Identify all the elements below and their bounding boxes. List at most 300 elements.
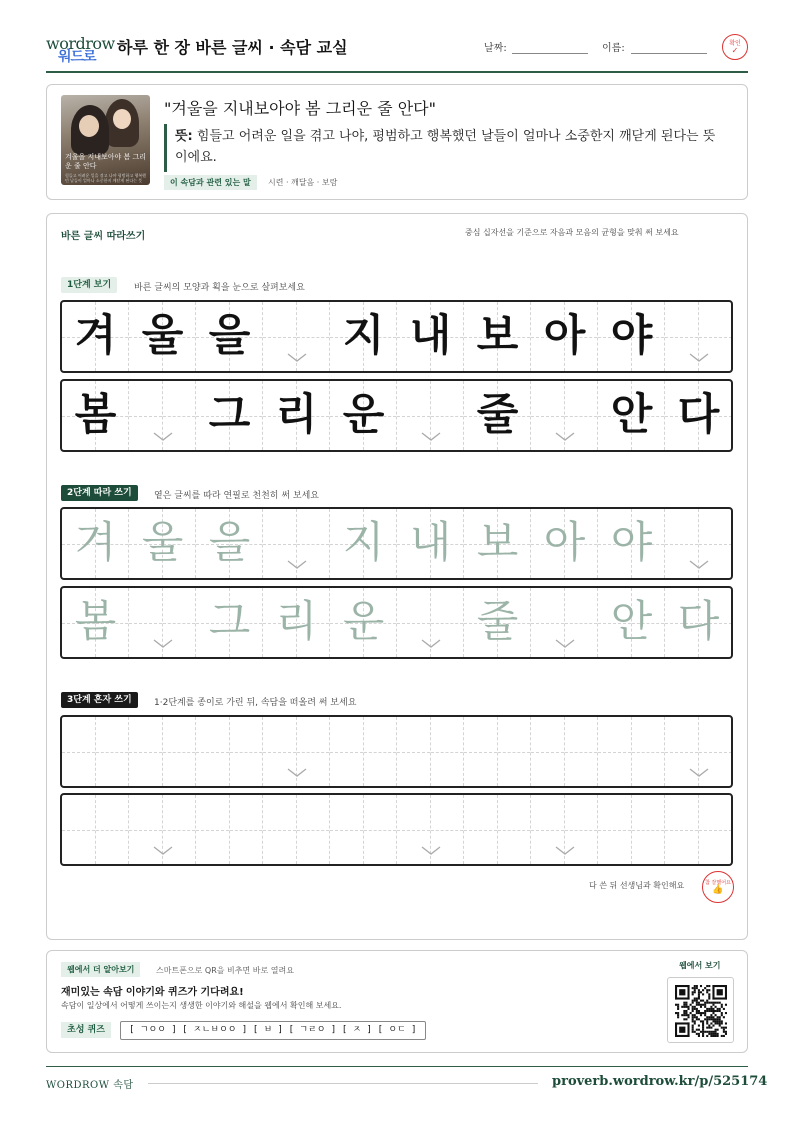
qr-module bbox=[694, 985, 696, 987]
grid-cell[interactable] bbox=[665, 795, 699, 864]
qr-module bbox=[725, 1027, 727, 1029]
qr-label: 웹에서 보기 bbox=[679, 961, 721, 970]
grid-cell[interactable] bbox=[632, 717, 666, 786]
logo-korean: 워드로 bbox=[58, 49, 96, 65]
grid-cell bbox=[62, 381, 117, 450]
qr-module bbox=[692, 1006, 694, 1008]
grid-cell bbox=[464, 381, 519, 450]
grid-cell[interactable] bbox=[263, 588, 318, 657]
related-label: 이 속담과 관련 있는 말 bbox=[164, 175, 257, 190]
qr-module bbox=[717, 1029, 719, 1031]
grid-cell[interactable] bbox=[364, 795, 398, 864]
qr-module bbox=[675, 1004, 677, 1006]
qr-module bbox=[698, 1010, 700, 1012]
qr-module bbox=[685, 1012, 687, 1014]
date-field[interactable] bbox=[512, 53, 588, 54]
qr-module bbox=[712, 1025, 714, 1027]
qr-module bbox=[704, 1012, 706, 1014]
grid-cell[interactable] bbox=[297, 509, 331, 578]
grid-cell bbox=[297, 302, 331, 371]
qr-module bbox=[704, 1010, 706, 1012]
qr-module bbox=[683, 1002, 685, 1004]
qr-module bbox=[717, 1035, 719, 1037]
step1-hint: 바른 글씨의 모양과 획을 눈으로 살펴보세요 bbox=[134, 283, 305, 293]
qr-module bbox=[708, 993, 710, 995]
qr-module bbox=[700, 1020, 702, 1022]
qr-module bbox=[708, 1025, 710, 1027]
grid-cell[interactable] bbox=[699, 795, 733, 864]
qr-module bbox=[692, 993, 694, 995]
step3-row-1[interactable] bbox=[60, 715, 733, 788]
qr-module bbox=[696, 1033, 698, 1035]
qr-module bbox=[712, 1016, 714, 1018]
qr-module bbox=[717, 1002, 719, 1004]
grid-cell bbox=[263, 381, 318, 450]
qr-module bbox=[708, 995, 710, 997]
grid-cell bbox=[531, 302, 586, 371]
practice-glyph: 안 bbox=[610, 597, 653, 647]
qr-module bbox=[717, 1016, 719, 1018]
qr-module bbox=[715, 1029, 717, 1031]
qr-module bbox=[723, 1035, 725, 1037]
qr-module bbox=[698, 997, 700, 999]
qr-module bbox=[704, 1018, 706, 1020]
footer-brand: WORDROW 속담 bbox=[46, 1080, 134, 1091]
qr-module bbox=[712, 985, 714, 1000]
grid-cell[interactable] bbox=[196, 588, 251, 657]
qr-module bbox=[696, 1008, 698, 1010]
qr-module bbox=[675, 997, 690, 999]
qr-module bbox=[706, 991, 708, 993]
qr-module bbox=[706, 1035, 708, 1037]
qr-module bbox=[696, 985, 698, 987]
qr-module bbox=[715, 1031, 717, 1033]
qr-module bbox=[687, 1022, 689, 1037]
qr-module bbox=[698, 1002, 700, 1004]
qr-module bbox=[723, 1031, 725, 1033]
qr-module bbox=[698, 1025, 700, 1027]
qr-code-icon[interactable] bbox=[667, 977, 734, 1043]
qr-module bbox=[710, 1031, 712, 1033]
grid-cell bbox=[196, 302, 251, 371]
qr-module bbox=[677, 1016, 679, 1018]
practice-glyph: 다 bbox=[677, 597, 720, 647]
qr-module bbox=[717, 1033, 719, 1035]
qr-module bbox=[692, 1008, 694, 1010]
practice-glyph: 겨 bbox=[74, 518, 117, 568]
qr-module bbox=[723, 1008, 725, 1010]
qr-module bbox=[708, 1016, 710, 1018]
qr-module bbox=[687, 1016, 689, 1018]
grid-cell[interactable] bbox=[598, 717, 632, 786]
qr-module bbox=[706, 1020, 708, 1022]
space-marker-icon bbox=[421, 639, 441, 649]
chosung-quiz: [ ㄱㅇㅇ ] [ ㅈㄴㅂㅇㅇ ] [ ㅂ ] [ ㄱㄹㅇ ] [ ㅈ ] [ ㅇㄷ ] bbox=[120, 1021, 426, 1040]
practice-glyph: 울 bbox=[141, 311, 184, 361]
grid-cell[interactable] bbox=[498, 717, 532, 786]
qr-module bbox=[710, 1010, 712, 1012]
qr-module bbox=[710, 1027, 712, 1029]
practice-glyph: 안 bbox=[610, 390, 653, 440]
qr-module bbox=[696, 1004, 698, 1006]
practice-glyph: 지 bbox=[342, 311, 385, 361]
qr-module bbox=[698, 993, 700, 995]
qr-module bbox=[704, 1014, 706, 1016]
qr-module bbox=[704, 1031, 706, 1033]
qr-module bbox=[692, 1025, 694, 1027]
qr-module bbox=[706, 1022, 708, 1024]
qr-module bbox=[706, 1018, 708, 1020]
grid-cell bbox=[665, 381, 720, 450]
grid-cell bbox=[598, 302, 653, 371]
qr-module bbox=[708, 1031, 710, 1033]
qr-module bbox=[721, 1012, 723, 1014]
proverb-meaning bbox=[175, 126, 720, 168]
qr-module bbox=[708, 985, 710, 987]
grid-cell[interactable] bbox=[598, 509, 653, 578]
qr-module bbox=[717, 1010, 719, 1012]
qr-module bbox=[694, 1016, 696, 1018]
grid-cell bbox=[699, 302, 733, 371]
qr-module bbox=[702, 1020, 704, 1022]
grid-cell[interactable] bbox=[230, 717, 264, 786]
grid-cell[interactable] bbox=[129, 509, 184, 578]
grid-cell[interactable] bbox=[330, 795, 364, 864]
qr-module bbox=[696, 1002, 698, 1004]
check-stamp-label: 확인 bbox=[729, 40, 741, 47]
web-chip[interactable]: 웹에서 더 알아보기 bbox=[61, 962, 140, 977]
qr-module bbox=[685, 1014, 687, 1016]
qr-module bbox=[700, 1004, 702, 1006]
qr-module bbox=[702, 1012, 704, 1014]
date-label: 날짜: bbox=[484, 43, 507, 54]
qr-module bbox=[685, 1004, 687, 1006]
qr-module bbox=[685, 1010, 687, 1012]
qr-module bbox=[692, 1027, 694, 1029]
qr-module bbox=[723, 1016, 725, 1018]
qr-module bbox=[694, 1022, 696, 1024]
qr-module bbox=[696, 1029, 698, 1031]
qr-module bbox=[700, 1031, 702, 1033]
qr-module bbox=[694, 1006, 696, 1008]
qr-module bbox=[694, 989, 696, 991]
qr-module bbox=[692, 1020, 694, 1022]
check-stamp-icon bbox=[722, 34, 748, 60]
qr-module bbox=[708, 1008, 710, 1010]
grid-cell bbox=[397, 302, 452, 371]
qr-module bbox=[683, 1010, 685, 1012]
qr-module bbox=[685, 1006, 687, 1008]
qr-module bbox=[721, 1004, 723, 1006]
grid-cell[interactable] bbox=[699, 509, 733, 578]
grid-cell bbox=[565, 381, 599, 450]
qr-module bbox=[702, 1025, 704, 1027]
practice-glyph: 울 bbox=[141, 518, 184, 568]
grid-cell[interactable] bbox=[62, 795, 96, 864]
qr-module bbox=[694, 997, 696, 999]
qr-module bbox=[696, 987, 698, 989]
space-marker-icon bbox=[287, 768, 307, 778]
qr-module bbox=[677, 1014, 679, 1016]
qr-module bbox=[692, 1002, 694, 1004]
step3-row-2[interactable] bbox=[60, 793, 733, 866]
qr-module bbox=[675, 1012, 677, 1014]
grid-cell[interactable] bbox=[129, 717, 163, 786]
grid-cell[interactable] bbox=[431, 717, 465, 786]
grid-cell[interactable] bbox=[598, 588, 653, 657]
qr-module bbox=[710, 1006, 712, 1008]
qr-module bbox=[712, 1033, 714, 1035]
header-divider bbox=[46, 71, 748, 73]
qr-module bbox=[687, 1014, 689, 1016]
illustration-subcaption: 힘들고 어려운 일을 겪고 나야 평범하고 행복했던 날들이 얼마나 소중한지 깨닫게 된다는 뜻 bbox=[65, 173, 147, 183]
practice-glyph: 줄 bbox=[476, 390, 519, 440]
illustration-caption: 겨울을 지내보아야 봄 그리운 줄 안다 bbox=[65, 153, 147, 170]
grid-cell bbox=[196, 381, 251, 450]
grid-cell[interactable] bbox=[230, 795, 264, 864]
qr-module bbox=[710, 1014, 712, 1016]
qr-module bbox=[717, 1022, 719, 1024]
qr-module bbox=[694, 1000, 696, 1002]
name-field[interactable] bbox=[631, 53, 707, 54]
qr-module bbox=[715, 1006, 717, 1008]
grid-cell[interactable] bbox=[364, 717, 398, 786]
grid-cell[interactable] bbox=[665, 588, 720, 657]
grid-cell[interactable] bbox=[96, 795, 130, 864]
qr-module bbox=[723, 1029, 725, 1031]
qr-module bbox=[690, 1004, 692, 1006]
space-marker-icon bbox=[421, 846, 441, 856]
grid-cell[interactable] bbox=[297, 717, 331, 786]
qr-module bbox=[675, 1022, 677, 1037]
practice-glyph: 을 bbox=[208, 518, 251, 568]
step3-hint: 1·2단계를 종이로 가린 뒤, 속담을 떠올려 써 보세요 bbox=[154, 698, 357, 708]
qr-module bbox=[694, 991, 696, 993]
grid-cell[interactable] bbox=[531, 509, 586, 578]
qr-module bbox=[712, 997, 727, 999]
grid-cell[interactable] bbox=[464, 795, 498, 864]
space-marker-icon bbox=[689, 353, 709, 363]
step2-row-1[interactable] bbox=[60, 507, 733, 580]
grid-cell[interactable] bbox=[62, 509, 117, 578]
grid-cell bbox=[431, 381, 465, 450]
qr-module bbox=[698, 995, 700, 997]
grid-cell[interactable] bbox=[263, 795, 297, 864]
grid-cell[interactable] bbox=[196, 717, 230, 786]
qr-module bbox=[702, 1029, 704, 1031]
grid-cell[interactable] bbox=[330, 509, 385, 578]
qr-module bbox=[708, 1018, 710, 1020]
qr-module bbox=[702, 1004, 704, 1006]
space-marker-icon bbox=[555, 639, 575, 649]
qr-module bbox=[683, 1012, 685, 1014]
qr-module bbox=[698, 991, 700, 993]
qr-module bbox=[704, 987, 706, 989]
qr-module bbox=[702, 1022, 704, 1024]
qr-module bbox=[706, 1002, 708, 1004]
qr-module bbox=[706, 1000, 708, 1002]
qr-module bbox=[719, 1010, 721, 1012]
qr-module bbox=[694, 1020, 696, 1022]
grid-cell[interactable] bbox=[163, 795, 197, 864]
qr-module bbox=[692, 991, 694, 993]
grid-cell[interactable] bbox=[431, 795, 465, 864]
qr-module bbox=[675, 1022, 690, 1024]
qr-module bbox=[704, 1004, 706, 1006]
grid-cell[interactable] bbox=[699, 717, 733, 786]
space-marker-icon bbox=[287, 560, 307, 570]
qr-module bbox=[708, 1002, 710, 1004]
qr-module bbox=[687, 1008, 689, 1010]
qr-module bbox=[715, 1022, 717, 1024]
qr-module bbox=[694, 1014, 696, 1016]
grid-cell[interactable] bbox=[297, 795, 331, 864]
qr-module bbox=[710, 1033, 712, 1035]
practice-glyph: 리 bbox=[275, 597, 318, 647]
qr-module bbox=[696, 997, 698, 999]
grid-cell[interactable] bbox=[565, 717, 599, 786]
qr-module bbox=[700, 1000, 702, 1002]
qr-module bbox=[704, 1002, 706, 1004]
grid-cell[interactable] bbox=[196, 509, 251, 578]
qr-module bbox=[710, 1002, 712, 1004]
good-job-label: 참 잘했어요 bbox=[705, 880, 731, 886]
qr-module bbox=[719, 1016, 721, 1018]
good-job-stamp-icon bbox=[702, 871, 734, 903]
qr-module bbox=[712, 1018, 714, 1020]
qr-module bbox=[692, 1029, 694, 1031]
practice-title: 바른 글씨 따라쓰기 bbox=[61, 231, 146, 242]
qr-module bbox=[715, 1020, 717, 1022]
footer-url[interactable]: proverb.wordrow.kr/p/525174 bbox=[552, 1074, 768, 1089]
qr-module bbox=[677, 1012, 679, 1014]
qr-module bbox=[719, 1022, 721, 1024]
grid-cell[interactable] bbox=[62, 717, 96, 786]
qr-module bbox=[715, 1014, 717, 1016]
step2-row-2[interactable] bbox=[60, 586, 733, 659]
page-title: 하루 한 장 바른 글씨 · 속담 교실 bbox=[117, 38, 348, 57]
qr-module bbox=[725, 985, 727, 1000]
grid-cell[interactable] bbox=[565, 795, 599, 864]
practice-glyph: 보 bbox=[476, 518, 519, 568]
qr-module bbox=[694, 1008, 696, 1010]
qr-module bbox=[700, 985, 702, 987]
qr-module bbox=[715, 1018, 717, 1020]
meaning-accent-bar bbox=[164, 124, 167, 172]
qr-module bbox=[710, 1018, 712, 1020]
qr-module bbox=[702, 993, 704, 995]
practice-glyph: 운 bbox=[342, 390, 385, 440]
qr-module bbox=[704, 1006, 706, 1008]
qr-module bbox=[687, 985, 689, 1000]
qr-module bbox=[710, 1022, 712, 1024]
qr-module bbox=[717, 1018, 719, 1020]
qr-module bbox=[698, 1012, 700, 1014]
qr-module bbox=[710, 1016, 712, 1018]
grid-cell[interactable] bbox=[632, 795, 666, 864]
space-marker-icon bbox=[689, 768, 709, 778]
qr-module bbox=[723, 1027, 725, 1029]
qr-module bbox=[698, 1029, 700, 1031]
qr-module bbox=[677, 1008, 679, 1010]
web-headline: 재미있는 속담 이야기와 퀴즈가 기다려요! bbox=[61, 987, 244, 998]
qr-module bbox=[710, 1035, 712, 1037]
qr-module bbox=[698, 1035, 700, 1037]
grid-cell[interactable] bbox=[196, 795, 230, 864]
grid-cell bbox=[62, 302, 117, 371]
grid-cell bbox=[598, 381, 653, 450]
practice-glyph: 지 bbox=[342, 518, 385, 568]
grid-cell[interactable] bbox=[163, 717, 197, 786]
qr-module bbox=[692, 1016, 694, 1018]
grid-cell[interactable] bbox=[464, 717, 498, 786]
qr-module bbox=[721, 1035, 723, 1037]
grid-cell[interactable] bbox=[565, 588, 599, 657]
qr-module bbox=[683, 1006, 685, 1008]
practice-glyph: 겨 bbox=[74, 311, 117, 361]
qr-module bbox=[712, 1010, 714, 1012]
qr-module bbox=[692, 1010, 694, 1012]
check-stamp-mark: ✓ bbox=[731, 46, 739, 55]
grid-cell[interactable] bbox=[397, 717, 431, 786]
grid-cell[interactable] bbox=[330, 588, 385, 657]
grid-cell[interactable] bbox=[330, 717, 364, 786]
qr-module bbox=[702, 1031, 704, 1033]
qr-module bbox=[706, 985, 708, 987]
grid-cell[interactable] bbox=[464, 509, 519, 578]
qr-module bbox=[712, 1020, 714, 1022]
qr-module bbox=[696, 1000, 698, 1002]
meaning-text: 힘들고 어려운 일을 겪고 나야, 평범하고 행복했던 날들이 얼마나 소중한지 깨닫게 된다는 뜻이에요. bbox=[175, 129, 716, 165]
qr-module bbox=[712, 1031, 714, 1033]
qr-module bbox=[690, 1012, 692, 1014]
grid-cell[interactable] bbox=[498, 795, 532, 864]
proverb-text: "겨울을 지내보아야 봄 그리운 줄 안다" bbox=[164, 99, 436, 118]
grid-cell[interactable] bbox=[531, 717, 565, 786]
qr-module bbox=[719, 1025, 721, 1027]
qr-module bbox=[712, 1008, 714, 1010]
grid-cell[interactable] bbox=[62, 588, 117, 657]
practice-glyph: 봄 bbox=[74, 390, 117, 440]
qr-module bbox=[708, 1010, 710, 1012]
grid-cell[interactable] bbox=[431, 588, 465, 657]
grid-cell[interactable] bbox=[598, 795, 632, 864]
qr-module bbox=[692, 1014, 694, 1016]
qr-module bbox=[708, 1027, 710, 1029]
qr-module bbox=[715, 1010, 717, 1012]
grid-cell[interactable] bbox=[397, 509, 452, 578]
qr-module bbox=[702, 1027, 704, 1029]
grid-cell[interactable] bbox=[464, 588, 519, 657]
practice-glyph: 그 bbox=[208, 597, 251, 647]
qr-module bbox=[712, 985, 727, 987]
qr-module bbox=[702, 989, 704, 991]
grid-cell[interactable] bbox=[163, 588, 197, 657]
grid-cell[interactable] bbox=[96, 717, 130, 786]
practice-glyph: 그 bbox=[208, 390, 251, 440]
practice-glyph: 내 bbox=[409, 311, 452, 361]
related-words: 시련 · 깨달음 · 보람 bbox=[268, 178, 338, 187]
qr-module bbox=[721, 1022, 723, 1024]
qr-module bbox=[677, 1006, 679, 1008]
web-hint: 스마트폰으로 QR을 비추면 바로 열려요 bbox=[156, 966, 294, 975]
qr-module bbox=[721, 1006, 723, 1008]
space-marker-icon bbox=[287, 353, 307, 363]
qr-module bbox=[685, 1018, 687, 1020]
practice-glyph: 리 bbox=[275, 390, 318, 440]
qr-module bbox=[692, 1000, 694, 1002]
qr-code-graphic bbox=[675, 985, 727, 1037]
